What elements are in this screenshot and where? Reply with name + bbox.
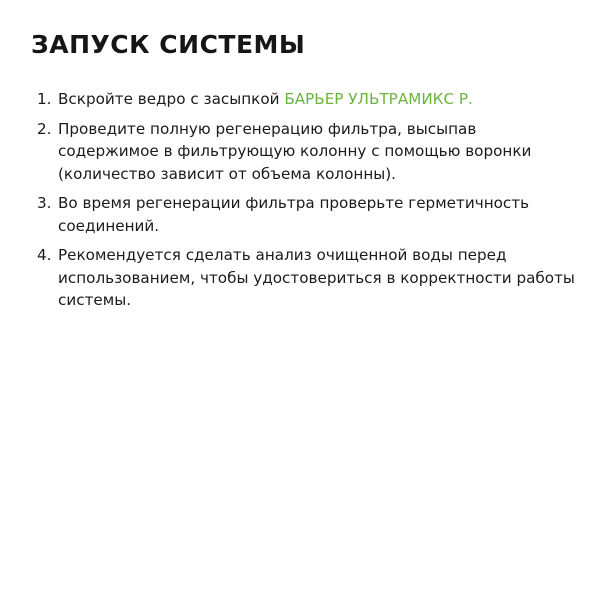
- step-number: 1.: [37, 90, 52, 108]
- step-number: 2.: [37, 119, 52, 138]
- step-item-4: [37, 244, 577, 312]
- step-item-2: [37, 118, 577, 186]
- step-item-1: [37, 88, 577, 111]
- step-text: Во время регенерации фильтра проверьте герметичность соединений.: [58, 194, 530, 235]
- step-number: 3.: [37, 194, 52, 212]
- product-name-highlight: БАРЬЕР УЛЬТРАМИКС Р.: [284, 90, 473, 108]
- step-text: Проведите полную регенерацию фильтра, высыпав содержимое в фильтрующую колонну с помощью воронки (количество зависит от объема колонны).: [58, 119, 532, 183]
- page-title: ЗАПУСК СИСТЕМЫ: [31, 30, 306, 59]
- step-text: Рекомендуется сделать анализ очищенной воды перед использованием, чтобы удостовериться в корректности работы системы.: [58, 246, 575, 309]
- step-number: 4.: [37, 246, 52, 264]
- step-item-3: [37, 192, 577, 237]
- steps-list: [37, 88, 577, 319]
- step-text: Вскройте ведро с засыпкой: [58, 90, 285, 108]
